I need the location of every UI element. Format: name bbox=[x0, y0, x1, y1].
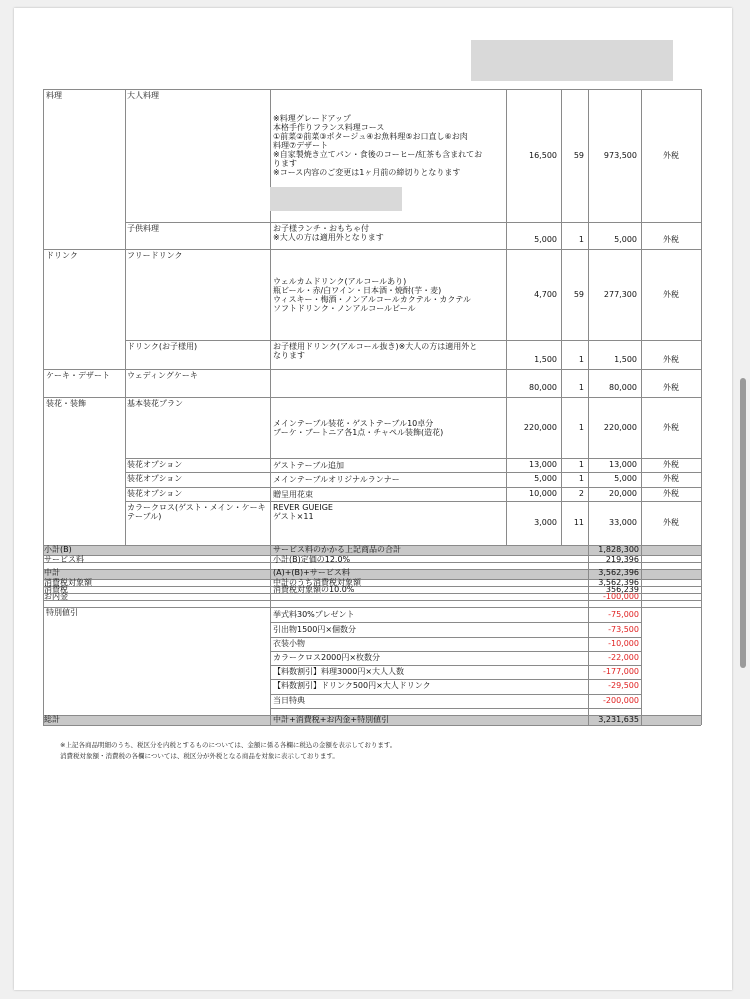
item-description: ゲストテーブル追加 bbox=[273, 460, 344, 470]
summary-label: 中計 bbox=[44, 568, 60, 577]
item-name: 大人料理 bbox=[127, 91, 159, 100]
item-amount: 13,000 bbox=[609, 460, 637, 469]
item-name: 装花オプション bbox=[127, 460, 183, 469]
discount-amount: -75,000 bbox=[608, 610, 639, 619]
summary-description: 小計(B)定価の12.0% bbox=[273, 555, 351, 564]
item-description: REVER GUEIGE ゲスト×11 bbox=[273, 503, 333, 521]
discount-description: 引出物1500円×個数分 bbox=[273, 625, 357, 634]
item-amount: 5,000 bbox=[614, 235, 637, 244]
item-unit-price: 80,000 bbox=[529, 383, 557, 392]
row-divider bbox=[43, 369, 701, 370]
item-amount: 20,000 bbox=[609, 489, 637, 498]
item-description: 贈呈用花束 bbox=[273, 489, 313, 499]
item-unit-price: 4,700 bbox=[534, 289, 557, 299]
item-description: お子様ランチ・おもちゃ付 ※大人の方は適用外となります bbox=[273, 224, 384, 242]
item-name: フリードリンク bbox=[127, 251, 183, 260]
discount-description: 挙式料30%プレゼント bbox=[273, 610, 355, 619]
discount-description: 【料数割引】ドリンク500円×大人ドリンク bbox=[273, 681, 431, 690]
item-description: メインテーブル装花・ゲストテーブル10卓分 ブーケ・ブートニア各1点・チャペル装飾(造花) bbox=[273, 418, 444, 437]
row-divider bbox=[270, 708, 641, 709]
item-tax-type: 外税 bbox=[663, 474, 679, 483]
column-divider bbox=[641, 89, 642, 545]
column-divider bbox=[125, 89, 126, 545]
row-divider bbox=[125, 472, 701, 473]
summary-description: 中計のうち消費税対象額 bbox=[273, 578, 361, 587]
vertical-scrollbar[interactable] bbox=[740, 378, 746, 668]
summary-label: お内金 bbox=[44, 592, 68, 601]
item-unit-price: 3,000 bbox=[534, 518, 557, 527]
item-tax-type: 外税 bbox=[663, 289, 679, 299]
row-divider bbox=[125, 501, 701, 502]
row-divider bbox=[125, 340, 701, 341]
row-divider bbox=[43, 89, 701, 90]
column-divider bbox=[270, 545, 271, 725]
row-divider bbox=[270, 665, 641, 666]
item-name: 基本装花プラン bbox=[127, 399, 183, 408]
item-tax-type: 外税 bbox=[663, 150, 679, 160]
summary-amount: -100,000 bbox=[603, 592, 639, 601]
row-divider bbox=[43, 397, 701, 398]
item-name: 装花オプション bbox=[127, 489, 183, 498]
item-tax-type: 外税 bbox=[663, 422, 679, 432]
item-description: お子様用ドリンク(アルコール抜き)※大人の方は適用外と なります bbox=[273, 342, 478, 360]
column-divider bbox=[43, 89, 44, 725]
discount-amount: -200,000 bbox=[603, 696, 639, 705]
row-divider bbox=[270, 694, 641, 695]
row-divider bbox=[270, 622, 641, 623]
column-divider bbox=[701, 89, 702, 725]
item-description: ※料理グレードアップ 本格手作りフランス料理コース ①前菜②前菜③ポタージュ④お魚料理⑤お口直し⑥お肉 料理⑦デザート ※自家製焼き立てパン・食後のコーヒー/紅茶も含まれてお ります ※コース内容のご変更は1ヶ月前の締切りとなります bbox=[273, 114, 483, 177]
item-name: カラークロス(ゲスト・メイン・ケーキ テーブル) bbox=[127, 503, 266, 521]
row-divider bbox=[125, 458, 701, 459]
item-quantity: 59 bbox=[573, 150, 584, 160]
item-quantity: 59 bbox=[573, 289, 584, 299]
redacted-block-header bbox=[471, 40, 673, 81]
item-unit-price: 10,000 bbox=[529, 489, 557, 498]
item-tax-type: 外税 bbox=[663, 355, 679, 364]
item-tax-type: 外税 bbox=[663, 460, 679, 469]
item-quantity: 11 bbox=[573, 518, 584, 527]
item-category: ケーキ・デザート bbox=[46, 371, 110, 380]
discount-description: カラークロス2000円×枚数分 bbox=[273, 653, 381, 662]
summary-label: 消費税 bbox=[44, 585, 68, 594]
discount-amount: -22,000 bbox=[608, 653, 639, 662]
item-category: 料理 bbox=[46, 91, 62, 100]
item-amount: 80,000 bbox=[609, 383, 637, 392]
item-category: 装花・装飾 bbox=[46, 399, 86, 408]
row-divider bbox=[270, 637, 641, 638]
row-divider bbox=[43, 725, 701, 726]
summary-amount: 356,239 bbox=[605, 585, 639, 594]
item-unit-price: 13,000 bbox=[529, 460, 557, 469]
summary-label: サービス料 bbox=[44, 555, 84, 564]
item-unit-price: 16,500 bbox=[529, 150, 557, 160]
row-divider bbox=[43, 607, 701, 608]
summary-description: サービス料のかかる上記商品の合計 bbox=[273, 545, 401, 554]
row-divider bbox=[43, 249, 701, 250]
row-divider bbox=[270, 651, 641, 652]
item-tax-type: 外税 bbox=[663, 383, 679, 392]
item-quantity: 2 bbox=[578, 489, 584, 498]
item-quantity: 1 bbox=[578, 422, 584, 432]
item-tax-type: 外税 bbox=[663, 518, 679, 527]
item-category: ドリンク bbox=[46, 251, 78, 260]
footnote-line: ※上記各商品明細のうち、税区分を内税とするものについては、金額に係る各欄に税込の金額を表示しております。 bbox=[60, 741, 397, 749]
item-name: ドリンク(お子様用) bbox=[127, 342, 198, 351]
item-amount: 277,300 bbox=[603, 289, 637, 299]
item-amount: 220,000 bbox=[603, 422, 637, 432]
summary-amount: 3,562,396 bbox=[598, 578, 639, 587]
discount-amount: -177,000 bbox=[603, 667, 639, 676]
item-name: 装花オプション bbox=[127, 474, 183, 483]
item-amount: 973,500 bbox=[603, 150, 637, 160]
column-divider bbox=[641, 545, 642, 725]
discount-amount: -29,500 bbox=[608, 681, 639, 690]
item-name: 子供料理 bbox=[127, 224, 159, 233]
item-quantity: 1 bbox=[578, 383, 584, 392]
item-tax-type: 外税 bbox=[663, 235, 679, 244]
item-description: メインテーブルオリジナルランナー bbox=[273, 475, 400, 484]
summary-label: 小計(B) bbox=[44, 545, 72, 554]
item-quantity: 1 bbox=[578, 235, 584, 244]
item-unit-price: 220,000 bbox=[523, 422, 557, 432]
item-unit-price: 1,500 bbox=[534, 355, 557, 364]
row-divider bbox=[125, 487, 701, 488]
total-amount: 3,231,635 bbox=[598, 715, 639, 724]
discount-description: 【料数割引】料理3000円×大人人数 bbox=[273, 667, 405, 676]
item-tax-type: 外税 bbox=[663, 489, 679, 498]
item-amount: 1,500 bbox=[614, 355, 637, 364]
discount-description: 当日特典 bbox=[273, 696, 305, 705]
total-description: 中計+消費税+お内金+特別値引 bbox=[273, 715, 390, 724]
row-divider bbox=[270, 679, 641, 680]
item-name: ウェディングケーキ bbox=[127, 371, 198, 380]
item-description: ウェルカムドリンク(アルコールあり) 瓶ビール・赤/白ワイン・日本酒・焼酎(芋・麦) ウィスキー・梅酒・ノンアルコールカクテル・カクテル ソフトドリンク・ノンアルコールビール bbox=[273, 276, 471, 313]
summary-description: 消費税対象額の10.0% bbox=[273, 585, 355, 594]
item-amount: 33,000 bbox=[609, 518, 637, 527]
item-quantity: 1 bbox=[578, 474, 584, 483]
summary-amount: 219,396 bbox=[605, 555, 639, 564]
item-unit-price: 5,000 bbox=[534, 474, 557, 483]
discount-description: 衣装小物 bbox=[273, 639, 305, 648]
item-quantity: 1 bbox=[578, 460, 584, 469]
item-amount: 5,000 bbox=[614, 474, 637, 483]
summary-label: 消費税対象額 bbox=[44, 578, 92, 587]
footnote-line: 消費税対象額・消費税の各欄については、税区分が外税となる商品を対象に表示しております。 bbox=[60, 752, 339, 760]
discount-amount: -10,000 bbox=[608, 639, 639, 648]
item-quantity: 1 bbox=[578, 355, 584, 364]
summary-amount: 1,828,300 bbox=[598, 545, 639, 554]
discount-amount: -73,500 bbox=[608, 625, 639, 634]
total-label: 総計 bbox=[44, 715, 60, 724]
summary-amount: 3,562,396 bbox=[598, 568, 639, 577]
column-divider bbox=[270, 89, 271, 545]
summary-description: (A)+(B)+サービス料 bbox=[273, 568, 350, 577]
discount-label: 特別値引 bbox=[46, 608, 78, 617]
row-divider bbox=[125, 222, 701, 223]
redacted-block-item bbox=[270, 187, 402, 211]
item-unit-price: 5,000 bbox=[534, 235, 557, 244]
